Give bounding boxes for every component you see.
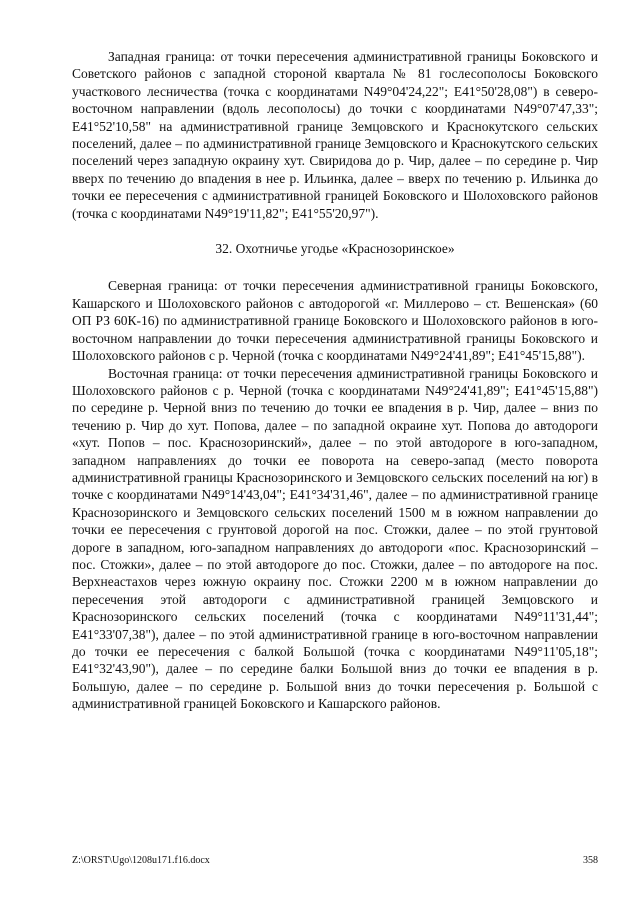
section-heading: 32. Охотничье угодье «Краснозоринское» (215, 241, 455, 257)
footer-file-path: Z:\ORST\Ugo\1208u171.f16.docx (72, 855, 210, 866)
footer-page-number: 358 (583, 855, 598, 866)
paragraph-northern-boundary: Северная граница: от точки пересечения административной границы Боковского, Кашарского и Шолоховского районов с автодорогой «г. Миллерово – ст. Вешенская» (60 ОП РЗ 60К-16) по административной границе Боковского и Шолоховского районов в юго-восточном направлении до точки пересечения административной границы Боковского и Шолоховского районов с р. Черной (точка с координатами N49°24'41,89"; E41°45'15,88"). (72, 278, 598, 364)
paragraph-western-boundary: Западная граница: от точки пересечения административной границы Боковского и Советского районов с западной стороной квартала № 81 гослесополосы Боковского участкового лесничества (точка с координатами N49°04'24,22"; E41°50'28,08") в северо-восточном направлении (вдоль лесополосы) до точки с координатами N49°07'47,33"; E41°52'10,58" на административной границе Земцовского и Краснокутского сельских поселений, далее – по административной границе Земцовского и Краснокутского сельских поселений через западную окраину хут. Свиридова до р. Чир, далее – по середине р. Чир вверх по течению до впадения в нее р. Ильинка, далее – вверх по течению р. Ильинка до точки ее пересечения с административной границей Боковского и Шолоховского районов (точка с координатами N49°19'11,82"; E41°55'20,97"). (72, 49, 598, 221)
document-body (72, 48, 598, 713)
page-footer (72, 855, 598, 867)
paragraph-eastern-boundary: Восточная граница: от точки пересечения административной границы Боковского и Шолоховского районов с р. Черной (точка с координатами N49°24'41,89"; E41°45'15,88") по середине р. Черной вниз по течению до точки ее впадения в р. Чир, далее – вниз по течению р. Чир до хут. Попова, далее – по западной окраине хут. Попова до автодороги «хут. Попов – пос. Краснозоринский», далее – по этой автодороге в юго-западном, западном направлениях до точки ее поворота на северо-запад (место поворота административной границы Краснозоринского и Земцовского сельских поселений на юг) в точке с координатами N49°14'43,04"; E41°34'31,46", далее – по административной границе Краснозоринского и Земцовского сельских поселений 1500 м в южном направлении до точки ее пересечения с грунтовой дорогой на пос. Стожки, далее – по этой грунтовой дороге в западном, юго-западном направлениях до автодороги «пос. Краснозоринский – пос. Стожки», далее – по этой автодороге до пос. Стожки, далее – по автодороге на пос. Верхнеастахов через южную окраину пос. Стожки 2200 м в южном направлении до пересечения этой автодороги с административной границей Земцовского и Краснозоринского сельских поселений (точка с координатами N49°11'31,44"; E41°33'07,38"), далее – по этой административной границе в юго-восточном направлении до точки ее пересечения с балкой Большой (точка с координатами N49°11'05,18"; E41°32'43,90"), далее – по середине балки Большой вниз до точки ее впадения в р. Большую, далее – по середине р. Большой вниз до точки пересечения р. Большой с административной границей Боковского и Кашарского районов. (72, 365, 598, 712)
